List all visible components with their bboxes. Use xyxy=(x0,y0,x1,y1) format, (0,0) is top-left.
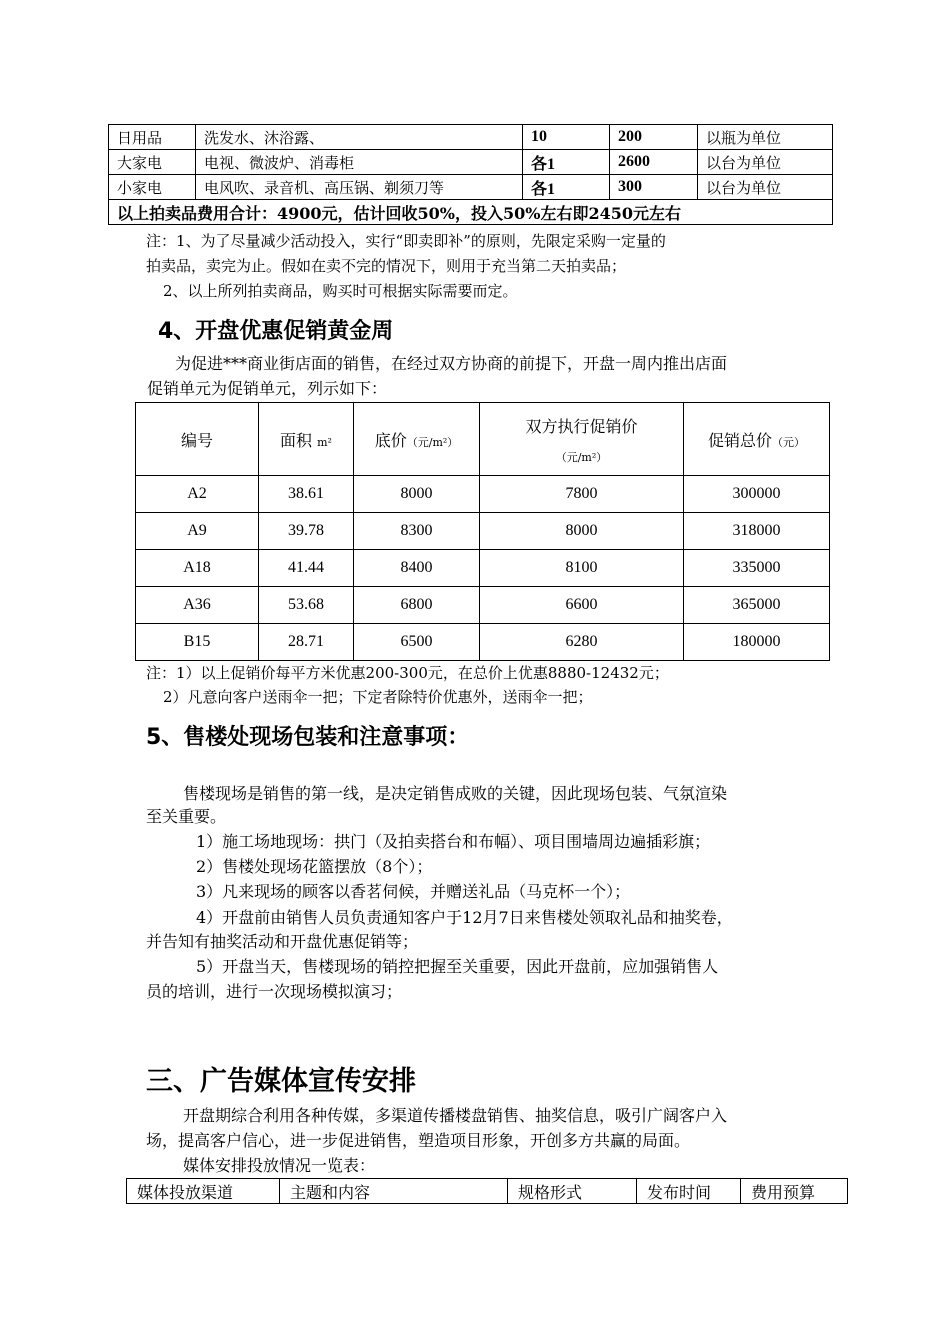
cell-base: 8300 xyxy=(354,513,480,550)
section-5-item-3: 3）凡来现场的顾客以香茗伺候，并赠送礼品（马克杯一个）； xyxy=(196,882,631,901)
auction-unit: 以瓶为单位 xyxy=(698,125,833,150)
section-5-intro-1: 售楼现场是销售的第一线，是决定销售成败的关键，因此现场包装、气氛渲染 xyxy=(183,784,728,803)
header-date: 发布时间 xyxy=(637,1179,741,1204)
table-row-total xyxy=(109,200,833,225)
header-content: 主题和内容 xyxy=(280,1179,508,1204)
cell-promo: 8000 xyxy=(480,513,684,550)
section-ad-intro-2: 场，提高客户信心，进一步促进销售，塑造项目形象，开创多方共赢的局面。 xyxy=(146,1131,691,1150)
cell-area: 41.44 xyxy=(259,550,354,587)
cell-total: 365000 xyxy=(684,587,830,624)
promo-note-1: 注：1）以上促销价每平方米优惠200-300元，在总价上优惠8880-12432元； xyxy=(146,664,669,682)
header-budget: 费用预算 xyxy=(741,1179,848,1204)
cell-id: A18 xyxy=(136,550,259,587)
section-5-heading: 5、售楼处现场包装和注意事项： xyxy=(146,725,470,750)
table-row xyxy=(109,150,833,175)
section-ad-intro-1: 开盘期综合利用各种传媒，多渠道传播楼盘销售、抽奖信息，吸引广阔客户入 xyxy=(183,1106,728,1125)
cell-id: B15 xyxy=(136,624,259,661)
header-channel: 媒体投放渠道 xyxy=(127,1179,280,1204)
cell-total: 300000 xyxy=(684,476,830,513)
cell-area: 38.61 xyxy=(259,476,354,513)
cell-id: A2 xyxy=(136,476,259,513)
header-area: 面积 m² xyxy=(259,403,354,476)
auction-note-2: 拍卖品，卖完为止。假如在卖不完的情况下，则用于充当第二天拍卖品； xyxy=(146,257,627,275)
header-promo-unit: （元/m²） xyxy=(555,450,608,464)
auction-note-3: 2、以上所列拍卖商品，购买时可根据实际需要而定。 xyxy=(163,282,518,300)
media-plan-table xyxy=(126,1178,848,1204)
auction-total: 以上拍卖品费用合计：4900元，估计回收50%，投入50%左右即2450元左右 xyxy=(109,200,833,225)
table-row xyxy=(136,624,830,661)
cell-area: 39.78 xyxy=(259,513,354,550)
cell-promo: 7800 xyxy=(480,476,684,513)
table-row xyxy=(136,550,830,587)
auction-items: 电风吹、录音机、高压锅、剃须刀等 xyxy=(196,175,523,200)
auction-cost: 200 xyxy=(610,125,698,150)
section-5-item-4a: 4）开盘前由销售人员负责通知客户于12月7日来售楼处领取礼品和抽奖卷， xyxy=(196,908,733,927)
auction-cost: 2600 xyxy=(610,150,698,175)
header-total-price: 促销总价（元） xyxy=(684,403,830,476)
cell-promo: 6600 xyxy=(480,587,684,624)
cell-total: 318000 xyxy=(684,513,830,550)
auction-items: 洗发水、沐浴露、 xyxy=(196,125,523,150)
header-promo-price: 双方执行促销价 （元/m²） xyxy=(480,403,684,476)
cell-promo: 6280 xyxy=(480,624,684,661)
cell-id: A9 xyxy=(136,513,259,550)
auction-cost: 300 xyxy=(610,175,698,200)
auction-qty: 10 xyxy=(523,125,610,150)
section-5-item-5a: 5）开盘当天，售楼现场的销控把握至关重要，因此开盘前，应加强销售人 xyxy=(196,957,719,976)
promotion-price-table xyxy=(135,402,830,661)
cell-base: 6800 xyxy=(354,587,480,624)
header-area-unit: m² xyxy=(317,435,332,449)
auction-unit: 以台为单位 xyxy=(698,150,833,175)
header-base-unit: （元/m²） xyxy=(406,435,459,449)
header-id: 编号 xyxy=(136,403,259,476)
header-base-price: 底价（元/m²） xyxy=(354,403,480,476)
section-4-intro-1: 为促进***商业街店面的销售，在经过双方协商的前提下，开盘一周内推出店面 xyxy=(175,354,728,373)
table-row xyxy=(136,587,830,624)
section-4-heading: 4、开盘优惠促销黄金周 xyxy=(158,319,394,344)
auction-items: 电视、微波炉、消毒柜 xyxy=(196,150,523,175)
cell-id: A36 xyxy=(136,587,259,624)
cell-base: 8400 xyxy=(354,550,480,587)
header-total-unit: （元） xyxy=(772,435,805,449)
cell-area: 53.68 xyxy=(259,587,354,624)
table-header-row xyxy=(136,403,830,476)
table-row xyxy=(109,125,833,150)
cell-total: 335000 xyxy=(684,550,830,587)
section-5-item-5b: 员的培训，进行一次现场模拟演习； xyxy=(146,982,403,1001)
table-row xyxy=(109,175,833,200)
section-5-item-4b: 并告知有抽奖活动和开盘优惠促销等； xyxy=(146,932,419,951)
promo-note-2: 2）凡意向客户送雨伞一把；下定者除特价优惠外，送雨伞一把； xyxy=(163,688,593,706)
cell-base: 6500 xyxy=(354,624,480,661)
auction-items-table xyxy=(108,124,833,225)
header-format: 规格形式 xyxy=(508,1179,637,1204)
auction-note-1: 注：1、为了尽量减少活动投入，实行“即卖即补”的原则，先限定采购一定量的 xyxy=(146,232,666,250)
table-row xyxy=(136,513,830,550)
table-row xyxy=(136,476,830,513)
auction-category: 小家电 xyxy=(109,175,196,200)
table-header-row xyxy=(127,1179,848,1204)
section-5-intro-2: 至关重要。 xyxy=(146,807,227,826)
cell-base: 8000 xyxy=(354,476,480,513)
cell-area: 28.71 xyxy=(259,624,354,661)
section-5-item-1: 1）施工场地现场：拱门（及拍卖搭台和布幅）、项目围墙周边遍插彩旗； xyxy=(196,832,711,851)
cell-promo: 8100 xyxy=(480,550,684,587)
auction-category: 大家电 xyxy=(109,150,196,175)
auction-unit: 以台为单位 xyxy=(698,175,833,200)
section-4-intro-2: 促销单元为促销单元，列示如下： xyxy=(147,379,388,398)
auction-category: 日用品 xyxy=(109,125,196,150)
section-ad-intro-3: 媒体安排投放情况一览表： xyxy=(183,1156,376,1175)
auction-qty: 各1 xyxy=(523,175,610,200)
cell-total: 180000 xyxy=(684,624,830,661)
auction-qty: 各1 xyxy=(523,150,610,175)
section-ad-heading: 三、广告媒体宣传安排 xyxy=(146,1066,416,1097)
section-5-item-2: 2）售楼处现场花篮摆放（8个）； xyxy=(196,857,433,876)
